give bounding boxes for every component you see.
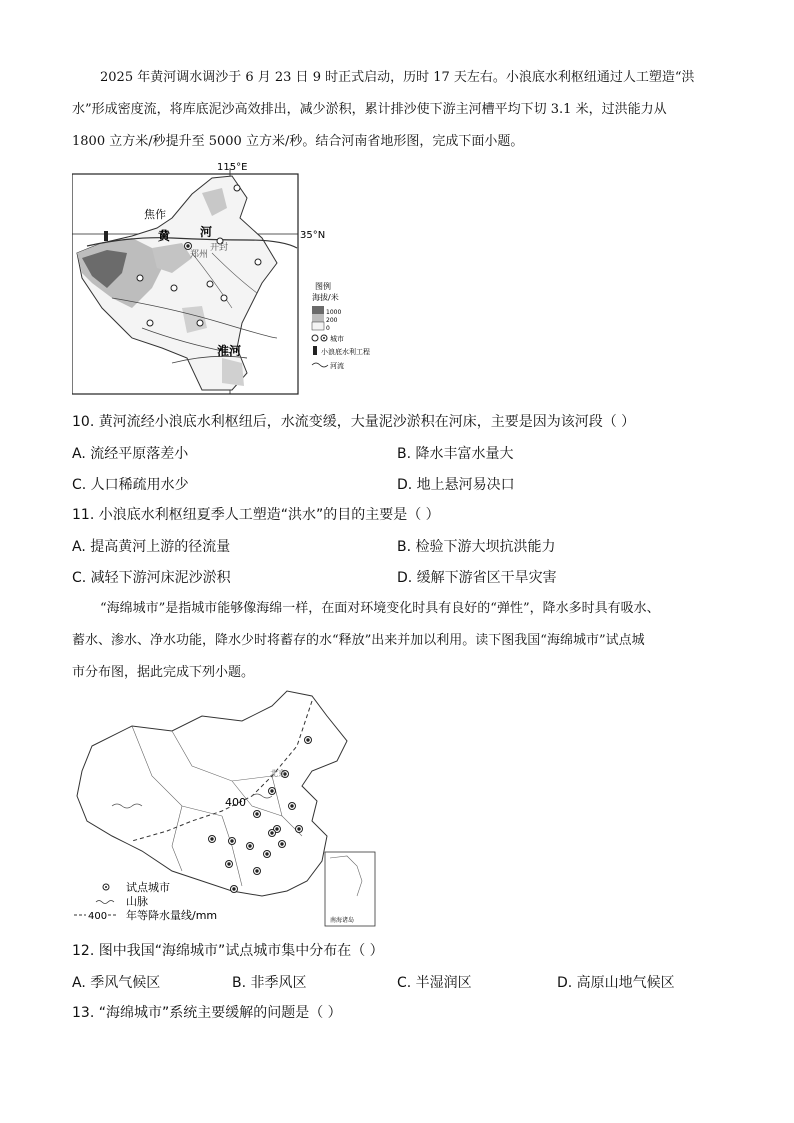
intro-2-line-2: 蓄水、渗水、净水功能，降水少时将蓄存的水“释放”出来并加以利用。读下图我国“海绵城市”试点城 — [72, 633, 645, 648]
q10-option-c[interactable]: C. 人口稀疏用水少 — [72, 477, 189, 493]
q12-option-a[interactable]: A. 季风气候区 — [72, 975, 161, 991]
q11-option-c[interactable]: C. 减轻下游河床泥沙淤积 — [72, 570, 231, 586]
legend-dam: 小浪底水利工程 — [321, 348, 370, 356]
q12-option-c[interactable]: C. 半湿润区 — [397, 975, 472, 991]
q10-option-b[interactable]: B. 降水丰富水量大 — [397, 446, 514, 462]
south-china-sea-inset — [325, 852, 375, 926]
intro-paragraph-1 — [72, 62, 722, 158]
label-huaihe: 淮河 — [217, 344, 242, 358]
label-huang: 黄 — [158, 229, 171, 243]
legend-title: 图例 — [315, 282, 331, 291]
question-10-stem: 10. 黄河流经小浪底水利枢纽后，水流变缓，大量泥沙淤积在河床，主要是因为该河段（ ） — [72, 414, 636, 430]
legend-1000: 1000 — [326, 309, 342, 316]
xiaolangdi-dam-marker — [104, 231, 108, 241]
intro-paragraph-2 — [72, 593, 722, 689]
label-isoline-400: 400 — [225, 796, 246, 809]
label-jiaozuo: 焦作 — [144, 208, 166, 221]
henan-terrain-map — [72, 158, 392, 398]
legend-pilot-city: 试点城市 — [126, 881, 170, 894]
q11-option-a[interactable]: A. 提高黄河上游的径流量 — [72, 539, 231, 555]
label-zhengzhou: 郑州 — [190, 250, 209, 260]
q11-option-b[interactable]: B. 检验下游大坝抗洪能力 — [397, 539, 556, 555]
china-sponge-city-map — [72, 686, 382, 931]
legend-city: 城市 — [330, 335, 344, 343]
legend-0: 0 — [326, 325, 330, 332]
inset-label: 南海诸岛 — [330, 917, 355, 924]
intro-1-line-2: 水”形成密度流，将库底泥沙高效排出，减少淤积，累计排沙使下游主河槽平均下切 3.1 米，过洪能力从 — [72, 102, 667, 117]
intro-1-line-3: 1800 立方米/秒提升至 5000 立方米/秒。结合河南省地形图，完成下面小题。 — [72, 134, 524, 149]
question-11-stem: 11. 小浪底水利枢纽夏季人工塑造“洪水”的目的主要是（ ） — [72, 507, 440, 523]
intro-2-line-1: “海绵城市”是指城市能够像海绵一样，在面对环境变化时具有良好的“弹性”，降水多时具有吸水、 — [100, 601, 660, 616]
map1-legend — [312, 281, 370, 370]
label-beijing: 北京 — [270, 769, 286, 778]
q12-option-b[interactable]: B. 非季风区 — [232, 975, 307, 991]
legend-isoline-mark: 400 — [88, 911, 108, 922]
legend-isoline: 年等降水量线/mm — [126, 909, 218, 922]
q11-option-d[interactable]: D. 缓解下游省区干旱灾害 — [397, 570, 557, 586]
q10-option-a[interactable]: A. 流经平原落差小 — [72, 446, 189, 462]
question-13-stem: 13. “海绵城市”系统主要缓解的问题是（ ） — [72, 1005, 342, 1021]
label-kaifeng: 开封 — [210, 243, 229, 253]
lat-label: 35°N — [300, 230, 326, 241]
intro-1-line-1: 2025 年黄河调水调沙于 6 月 23 日 9 时正式启动，历时 17 天左右。小浪底水利枢纽通过人工塑造“洪 — [100, 70, 695, 85]
intro-2-line-3: 市分布图，据此完成下列小题。 — [72, 665, 255, 680]
legend-mountain: 山脉 — [126, 895, 148, 908]
legend-elev: 海拔/米 — [312, 293, 339, 302]
q12-option-d[interactable]: D. 高原山地气候区 — [557, 975, 675, 991]
q10-option-d[interactable]: D. 地上悬河易决口 — [397, 477, 515, 493]
legend-200: 200 — [326, 317, 338, 324]
question-12-stem: 12. 图中我国“海绵城市”试点城市集中分布在（ ） — [72, 943, 384, 959]
map2-legend — [74, 880, 217, 922]
legend-river: 河流 — [330, 362, 344, 370]
lon-label: 115°E — [217, 162, 248, 173]
label-he: 河 — [200, 225, 213, 239]
